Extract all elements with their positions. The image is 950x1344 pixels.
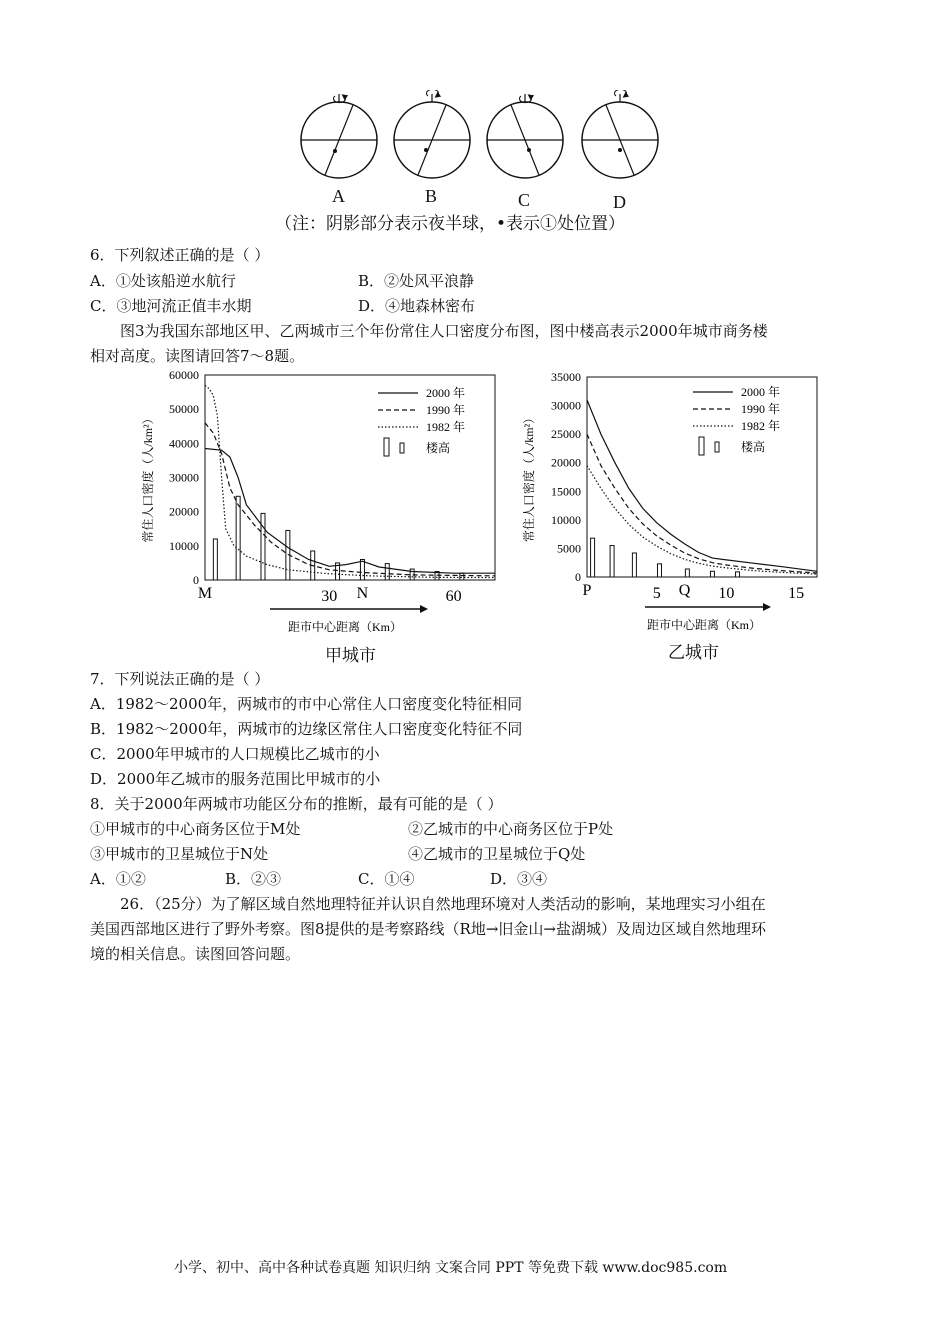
legend-building-short	[715, 442, 719, 452]
y-tick-label: 40000	[169, 436, 199, 451]
intro-line-2: 相对高度。读图请回答7～8题。	[90, 347, 305, 365]
x-axis-label: 距市中心距离（Km）	[287, 620, 403, 634]
globes-note: （注：阴影部分表示夜半球，•表示①处位置）	[275, 214, 626, 234]
y-tick-label: 60000	[169, 368, 199, 382]
globe-b	[394, 90, 470, 178]
legend-label: 1982 年	[741, 419, 781, 433]
x-tick-label: 5	[652, 585, 661, 602]
marker-label: M	[197, 585, 213, 602]
building-bar	[236, 496, 240, 580]
q6-option-b: B．②处风平浪静	[358, 272, 475, 290]
q8-stem: 8．关于2000年两城市功能区分布的推断，最有可能的是（ ）	[90, 795, 503, 813]
marker-label: N	[356, 585, 369, 602]
y-tick-label: 20000	[551, 455, 581, 470]
chart-yi-title: 乙城市	[668, 643, 719, 663]
series-line-dotted	[587, 466, 817, 574]
marker-label: Q	[678, 582, 691, 599]
y-tick-label: 10000	[551, 512, 581, 527]
globe-label-a: A	[332, 186, 345, 206]
legend-label: 1990 年	[741, 402, 781, 416]
legend-building-tall	[699, 437, 704, 455]
y-tick-label: 10000	[169, 538, 199, 553]
footer-text: 小学、初中、高中各种试卷真题 知识归纳 文案合同 PPT 等免费下载 www.doc985.com	[174, 1260, 728, 1276]
globe-c	[487, 94, 563, 178]
y-tick-label: 20000	[169, 504, 199, 519]
q8-option-b: B．②③	[225, 870, 282, 888]
building-bar	[710, 571, 714, 577]
y-axis-label: 常住人口密度（人/km²）	[141, 412, 155, 543]
q8-statement-1: ①甲城市的中心商务区位于M处	[90, 820, 301, 838]
q7-stem: 7．下列说法正确的是（ ）	[90, 670, 270, 688]
legend-label: 2000 年	[741, 385, 781, 399]
building-bar	[685, 569, 689, 577]
series-line-solid	[587, 400, 817, 571]
building-bar	[610, 546, 614, 577]
chart-jia	[130, 365, 520, 635]
x-tick-label: 60	[445, 588, 462, 605]
legend-label: 1982 年	[426, 420, 466, 434]
series-line-dashed	[205, 423, 495, 576]
y-tick-label: 35000	[551, 370, 581, 384]
globe-label-d: D	[613, 192, 626, 212]
building-bar	[385, 564, 389, 580]
series-line-solid	[205, 449, 495, 574]
q6-stem: 6．下列叙述正确的是（ ）	[90, 246, 270, 264]
globe-label-b: B	[425, 186, 438, 206]
building-bar	[632, 553, 636, 577]
globe-a	[301, 94, 377, 178]
q26-line-1: 26．（25分）为了解区域自然地理特征并认识自然地理环境对人类活动的影响，某地理实习小组在	[120, 895, 766, 913]
x-axis-label: 距市中心距离（Km）	[646, 618, 762, 632]
chart-yi	[515, 365, 835, 635]
distance-arrow-head	[763, 603, 771, 611]
legend-label: 楼高	[426, 441, 451, 455]
legend-label: 1990 年	[426, 403, 466, 417]
legend-building-tall	[384, 438, 389, 456]
building-bar	[657, 564, 661, 577]
building-bar	[460, 573, 464, 580]
y-tick-label: 50000	[169, 402, 199, 417]
x-tick-label: 10	[718, 585, 735, 602]
building-bar	[736, 572, 740, 577]
q8-statement-3: ③甲城市的卫星城位于N处	[90, 845, 269, 863]
y-tick-label: 0	[193, 573, 199, 587]
q8-statement-4: ④乙城市的卫星城位于Q处	[408, 845, 586, 863]
y-tick-label: 30000	[169, 470, 199, 485]
q26-line-3: 境的相关信息。读图回答问题。	[90, 945, 301, 963]
globe-label-c: C	[518, 190, 531, 210]
legend-label: 楼高	[741, 440, 766, 454]
x-tick-label: 30	[321, 588, 338, 605]
q8-option-a: A．①②	[90, 870, 146, 888]
building-bar	[213, 539, 217, 580]
y-tick-label: 0	[575, 570, 581, 584]
q26-line-2: 美国西部地区进行了野外考察。图8提供的是考察路线（R地→旧金山→盐湖城）及周边区域自然地理环	[90, 920, 766, 938]
marker-label: P	[582, 582, 592, 599]
y-tick-label: 5000	[557, 541, 581, 556]
q8-statement-2: ②乙城市的中心商务区位于P处	[408, 820, 614, 838]
y-tick-label: 25000	[551, 427, 581, 442]
legend-building-short	[400, 443, 404, 453]
y-tick-label: 30000	[551, 398, 581, 413]
q8-option-d: D．③④	[490, 870, 548, 888]
building-bar	[591, 538, 595, 577]
q6-option-c: C．③地河流正值丰水期	[90, 297, 252, 315]
q7-option-d: D．2000年乙城市的服务范围比甲城市的小	[90, 770, 381, 788]
intro-line-1: 图3为我国东部地区甲、乙两城市三个年份常住人口密度分布图，图中楼高表示2000年城市商务楼	[120, 322, 768, 340]
distance-arrow-head	[420, 605, 428, 613]
q8-option-c: C．①④	[358, 870, 415, 888]
q7-option-b: B．1982～2000年，两城市的边缘区常住人口密度变化特征不同	[90, 720, 523, 738]
plot-frame	[587, 377, 817, 577]
q6-option-a: A．①处该船逆水航行	[90, 272, 236, 290]
q7-option-c: C．2000年甲城市的人口规模比乙城市的小	[90, 745, 380, 763]
q7-option-a: A．1982～2000年，两城市的市中心常住人口密度变化特征相同	[90, 695, 523, 713]
chart-jia-title: 甲城市	[325, 646, 376, 666]
x-tick-label: 15	[788, 585, 805, 602]
q6-option-d: D．④地森林密布	[358, 297, 476, 315]
globe-d	[582, 90, 658, 178]
y-axis-label: 常住人口密度（人/km²）	[522, 411, 536, 543]
legend-label: 2000 年	[426, 386, 466, 400]
building-bar	[261, 513, 265, 580]
building-bar	[360, 560, 364, 581]
y-tick-label: 15000	[551, 484, 581, 499]
